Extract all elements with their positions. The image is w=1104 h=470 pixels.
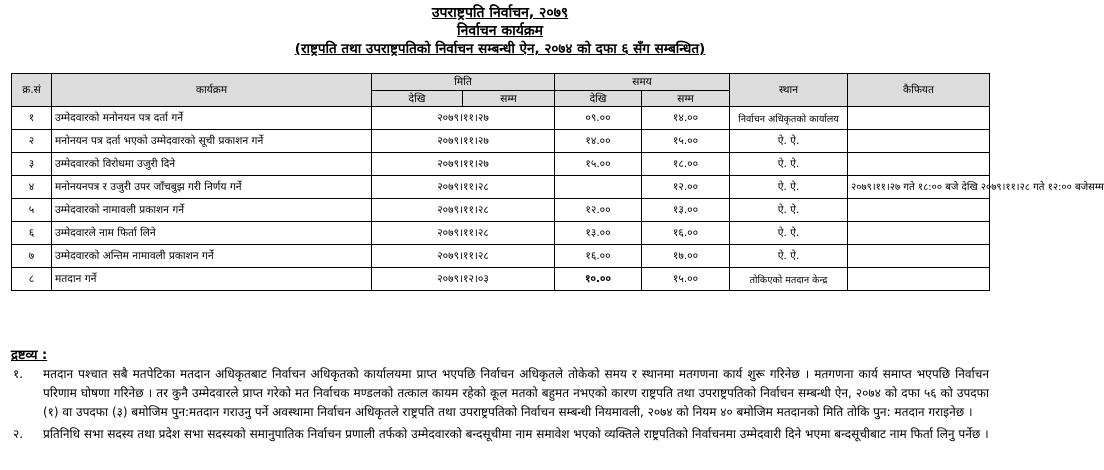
cell-place: ऐ. ऐ. — [730, 222, 848, 245]
table-row — [12, 107, 990, 130]
cell-time-from: १३.०० — [555, 222, 642, 245]
table-row — [12, 268, 990, 291]
cell-place: ऐ. ऐ. — [730, 245, 848, 268]
cell-remarks: २०७९।११।२७ गते १८:०० बजे देखि २०७९।११।२८ गते १२:०० बजेसम्म — [848, 176, 990, 199]
table-row — [12, 222, 990, 245]
table-row — [12, 176, 990, 199]
cell-time-from — [555, 176, 642, 199]
note-item — [11, 365, 989, 422]
cell-sn: ५ — [12, 199, 52, 222]
cell-time-to: १८.०० — [642, 153, 730, 176]
cell-time-from: १०.०० — [555, 268, 642, 291]
cell-program: उम्मेदवारको विरोधमा उजुरी दिने — [52, 153, 372, 176]
cell-program: मनोनयनपत्र र उजुरी उपर जाँचबुझ गरी निर्णय गर्ने — [52, 176, 372, 199]
cell-time-from: ०९.०० — [555, 107, 642, 130]
cell-sn: ६ — [12, 222, 52, 245]
heading-line-2: निर्वाचन कार्यक्रम — [457, 23, 543, 39]
schedule-table — [11, 73, 1104, 291]
cell-time-to: १५.०० — [642, 268, 730, 291]
note-text: मतदान पश्चात सबै मतपेटिका मतदान अधिकृतबाट निर्वाचन अधिकृतको कार्यालयमा प्राप्त भएपछि निर्वाचन अधिकृतले तोकेको समय र स्थानमा मतगणना कार्य शुरू गरिनेछ । मतगणना कार्य समाप्त भएपछि निर्वाचन परिणाम घोषणा गरिनेछ । तर कुनै उम्मेदवारले प्राप्त गरेको मत निर्वाचक मण्डलको तत्काल कायम रहेको कूल मतको बहुमत नभएको कारण राष्ट्रपति तथा उपराष्ट्रपतिको निर्वाचन सम्बन्धी ऐन, २०७४ को दफा ५६ को उपदफा (१) वा उपदफा (३) बमोजिम पुन:मतदान गराउनु पर्ने अवस्थामा निर्वाचन अधिकृतले राष्ट्रपति तथा उपराष्ट्रपतिको निर्वाचन सम्बन्धी नियमावली, २०७४ को नियम ४० बमोजिम मतदानको मिति तोकि पुन: मतदान गराइनेछ । — [43, 367, 989, 419]
cell-remarks — [848, 245, 990, 268]
cell-program: उम्मेदवारको नामावली प्रकाशन गर्ने — [52, 199, 372, 222]
cell-sn: १ — [12, 107, 52, 130]
cell-place: ऐ. ऐ. — [730, 199, 848, 222]
cell-time-from: १४.०० — [555, 130, 642, 153]
header-date-from: देखि — [372, 91, 463, 107]
heading-line-1: उपराष्ट्रपति निर्वाचन, २०७९ — [431, 5, 569, 21]
cell-program: उम्मेदवारको मनोनयन पत्र दर्ता गर्ने — [52, 107, 372, 130]
table-row — [12, 199, 990, 222]
document-heading — [0, 0, 1000, 59]
cell-remarks — [848, 153, 990, 176]
cell-remarks — [848, 107, 990, 130]
notes-title: द्रष्टव्य : — [11, 348, 48, 363]
header-sn: क्र.सं — [12, 74, 52, 107]
note-number: २. — [13, 427, 24, 441]
cell-time-from: १२.०० — [555, 199, 642, 222]
cell-remarks — [848, 130, 990, 153]
cell-date: २०७९।११।२८ — [372, 245, 555, 268]
cell-place: तोकिएको मतदान केन्द्र — [730, 268, 848, 291]
table-row — [12, 130, 990, 153]
cell-remarks — [848, 222, 990, 245]
note-item — [11, 425, 989, 444]
header-date-to: सम्म — [463, 91, 555, 107]
cell-time-to: १७.०० — [642, 245, 730, 268]
cell-sn: ४ — [12, 176, 52, 199]
cell-date: २०७९।११।२७ — [372, 130, 555, 153]
cell-date: २०७९।११।२८ — [372, 222, 555, 245]
cell-program: उम्मेदवारले नाम फिर्ता लिने — [52, 222, 372, 245]
cell-date: २०७९।११।२७ — [372, 107, 555, 130]
header-remarks: कैफियत — [848, 74, 990, 107]
notes-section — [11, 345, 989, 447]
cell-date: २०७९।११।२८ — [372, 176, 555, 199]
cell-time-from: १६.०० — [555, 245, 642, 268]
cell-time-to: १६.०० — [642, 222, 730, 245]
cell-remarks — [848, 268, 990, 291]
header-date: मिति — [372, 74, 555, 91]
heading-line-3: (राष्ट्रपति तथा उपराष्ट्रपतिको निर्वाचन सम्बन्धी ऐन, २०७४ को दफा ६ सँग सम्बन्धित) — [294, 41, 706, 57]
cell-sn: ८ — [12, 268, 52, 291]
cell-program: मनोनयन पत्र दर्ता भएको उम्मेदवारको सूची प्रकाशन गर्ने — [52, 130, 372, 153]
table-row — [12, 245, 990, 268]
cell-time-to: १५.०० — [642, 130, 730, 153]
cell-sn: २ — [12, 130, 52, 153]
cell-date: २०७९।११।२७ — [372, 153, 555, 176]
cell-program: उम्मेदवारको अन्तिम नामावली प्रकाशन गर्ने — [52, 245, 372, 268]
cell-place: ऐ. ऐ. — [730, 153, 848, 176]
header-time-from: देखि — [555, 91, 642, 107]
cell-time-from: १५.०० — [555, 153, 642, 176]
cell-place: निर्वाचन अधिकृतको कार्यालय — [730, 107, 848, 130]
cell-place: ऐ. ऐ. — [730, 130, 848, 153]
header-time: समय — [555, 74, 730, 91]
table-row — [12, 153, 990, 176]
cell-time-to: १४.०० — [642, 107, 730, 130]
cell-sn: ७ — [12, 245, 52, 268]
header-time-to: सम्म — [642, 91, 730, 107]
cell-remarks — [848, 199, 990, 222]
cell-time-to: १२.०० — [642, 176, 730, 199]
cell-program: मतदान गर्ने — [52, 268, 372, 291]
header-place: स्थान — [730, 74, 848, 107]
cell-date: २०७९।१२।०३ — [372, 268, 555, 291]
note-number: १. — [13, 367, 24, 381]
cell-sn: ३ — [12, 153, 52, 176]
cell-place: ऐ. ऐ. — [730, 176, 848, 199]
header-program: कार्यक्रम — [52, 74, 372, 107]
cell-time-to: १३.०० — [642, 199, 730, 222]
cell-date: २०७९।११।२८ — [372, 199, 555, 222]
note-text: प्रतिनिधि सभा सदस्य तथा प्रदेश सभा सदस्यको समानुपातिक निर्वाचन प्रणाली तर्फको उम्मेदवारको बन्दसूचीमा नाम समावेश भएको व्यक्तिले राष्ट्रपतिको निर्वाचनमा उम्मेदवारी दिने भएमा बन्दसूचीबाट नाम फिर्ता लिनु पर्नेछ । — [43, 427, 989, 441]
